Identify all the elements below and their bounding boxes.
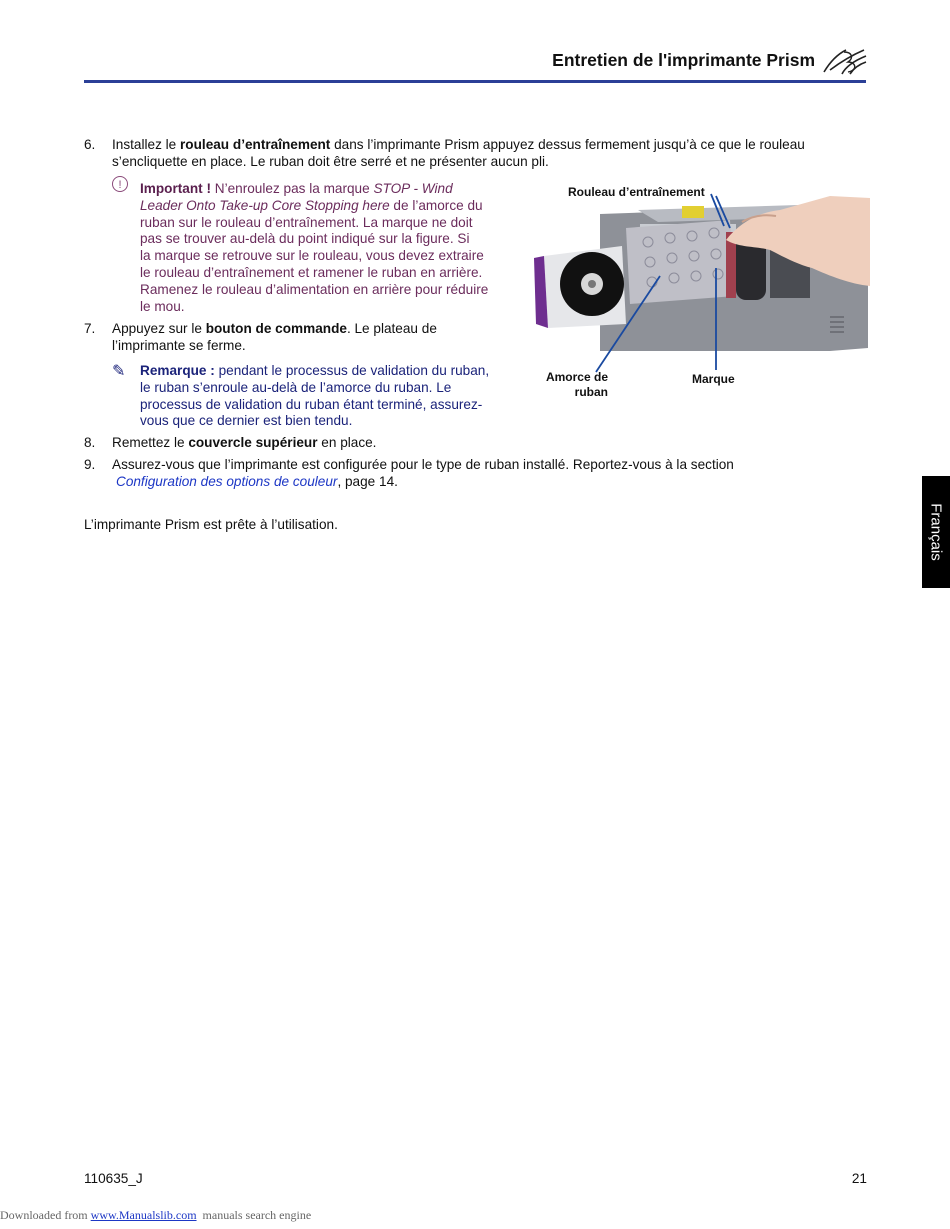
step-number: 7.: [84, 321, 96, 336]
figure-label-take-up-roller: Rouleau d’entraînement: [568, 185, 705, 199]
step-number: 8.: [84, 435, 96, 450]
step-number: 6.: [84, 137, 96, 152]
important-exclamation-icon: !: [112, 176, 128, 192]
step-text: Assurez-vous que l’imprimante est configurée pour le type de ruban installé. Reportez-vous à la section: [112, 457, 734, 472]
yellow-label: [682, 206, 704, 218]
note-text: ruban sur le rouleau d’entraînement. La marque ne doit: [140, 214, 473, 230]
step-text: Appuyez sur le: [112, 321, 206, 336]
step-bold-term: couvercle supérieur: [188, 435, 318, 450]
step-text: , page 14.: [337, 473, 398, 489]
manualslib-link[interactable]: www.Manualslib.com: [90, 1208, 197, 1222]
note-text: processus de validation du ruban étant terminé, assurez-: [140, 396, 483, 412]
note-text: le rouleau d’entraînement et ramener le ruban en arrière.: [140, 264, 483, 280]
remark-label: Remarque :: [140, 363, 215, 378]
remark-note: [140, 363, 510, 430]
note-text: pas se trouver au-delà du point indiqué sur la figure. Si: [140, 231, 470, 247]
language-side-tab: [922, 476, 950, 588]
step-text: en place.: [317, 435, 377, 450]
note-text: le mou.: [140, 298, 185, 314]
note-italic-text: STOP - Wind: [373, 181, 453, 196]
step-9-text: [112, 457, 872, 491]
note-text: la marque se retrouve sur le rouleau, vous devez extraire: [140, 248, 484, 264]
downloaded-from-line: [0, 1208, 311, 1223]
figure-label-mark: Marque: [692, 372, 735, 386]
downloaded-prefix: Downloaded from: [0, 1208, 91, 1222]
printer-ribbon-figure: [530, 176, 870, 401]
note-italic-text: Leader Onto Take-up Core Stopping here: [140, 197, 390, 213]
closing-text: L’imprimante Prism est prête à l’utilisation.: [84, 517, 338, 532]
page-header-title: Entretien de l'imprimante Prism: [552, 50, 815, 70]
brand-logo-icon: [820, 44, 870, 78]
step-text: Remettez le: [112, 435, 189, 450]
config-color-options-link[interactable]: Configuration des options de couleur: [116, 473, 338, 489]
step-7-text: [112, 321, 512, 355]
note-text: pendant le processus de validation du ruban,: [214, 363, 490, 378]
important-note: [140, 181, 510, 315]
side-tab-label: Français: [927, 503, 945, 561]
step-text: dans l’imprimante Prism appuyez dessus fermement jusqu’à ce que le rouleau: [330, 137, 805, 152]
footer-doc-number: 110635_J: [84, 1171, 143, 1186]
figure-label-line: ruban: [574, 385, 608, 399]
note-text: Ramenez le rouleau d’alimentation en arrière pour réduire: [140, 281, 489, 297]
step-6-text: [112, 137, 852, 171]
note-text: vous que ce dernier est bien tendu.: [140, 413, 353, 429]
step-text: . Le plateau de: [346, 321, 437, 336]
note-text: le ruban s’enroule au-delà de l’amorce du ruban. Le: [140, 379, 452, 395]
step-number: 9.: [84, 457, 96, 472]
pencil-note-icon: ✎: [112, 363, 126, 380]
step-text: s’encliquette en place. Le ruban doit être serré et ne présenter aucun pli.: [112, 153, 549, 169]
step-text: Installez le: [112, 137, 181, 152]
note-text: N’enroulez pas la marque: [210, 181, 374, 196]
footer-page-number: 21: [851, 1171, 867, 1186]
step-text: l’imprimante se ferme.: [112, 337, 246, 353]
header-rule: [84, 80, 866, 83]
downloaded-suffix: manuals search engine: [196, 1208, 312, 1222]
important-label: Important !: [140, 181, 211, 196]
disc-center: [588, 280, 596, 288]
note-text: de l’amorce du: [389, 197, 483, 213]
step-bold-term: bouton de commande: [205, 321, 347, 336]
figure-label-line: Amorce de: [545, 370, 608, 384]
step-8-text: [112, 435, 712, 452]
figure-label-ribbon-leader: [542, 370, 608, 400]
step-bold-term: rouleau d’entraînement: [180, 137, 331, 152]
